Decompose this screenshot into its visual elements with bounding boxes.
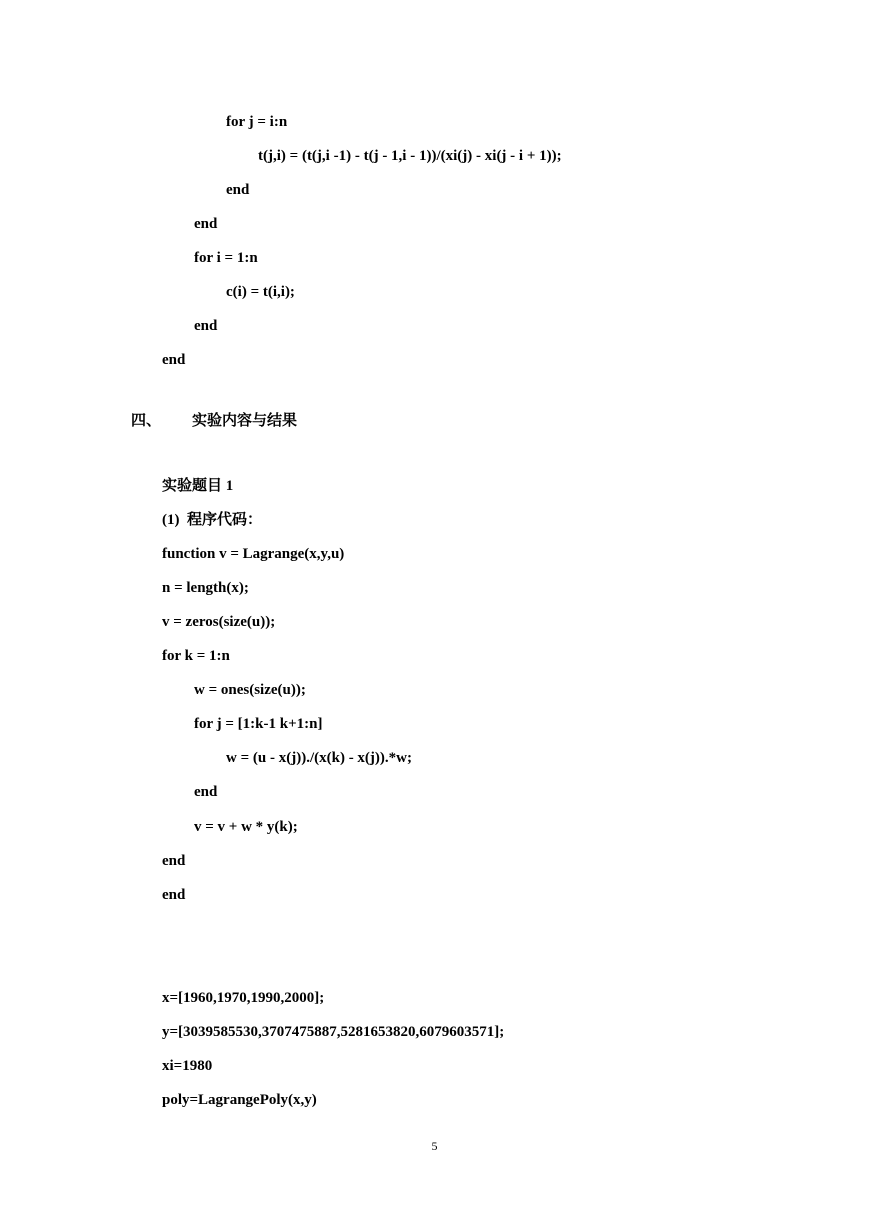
code-line: for i = 1:n — [194, 250, 258, 266]
code-line: function v = Lagrange(x,y,u) — [162, 546, 345, 562]
code-line: t(j,i) = (t(j,i -1) - t(j - 1,i - 1))/(xi(j) - xi(j - i + 1)); — [258, 148, 562, 164]
code-line: v = v + w * y(k); — [194, 819, 298, 835]
code-line: end — [194, 784, 218, 800]
code-line: c(i) = t(i,i); — [226, 284, 295, 300]
code-line: for j = i:n — [226, 114, 288, 130]
section-number: 四、 — [131, 413, 162, 429]
code-line: n = length(x); — [162, 580, 249, 596]
code-label: (1) 程序代码： — [162, 512, 262, 528]
code-line: for j = [1:k-1 k+1:n] — [194, 716, 323, 732]
code-line: poly=LagrangePoly(x,y) — [162, 1092, 317, 1108]
code-line: end — [162, 887, 186, 903]
section-title: 实验内容与结果 — [192, 413, 298, 429]
experiment-title: 实验题目 1 — [162, 478, 234, 494]
code-line: end — [194, 216, 218, 232]
code-line: y=[3039585530,3707475887,5281653820,6079603571]; — [162, 1024, 505, 1040]
code-line: end — [194, 318, 218, 334]
code-line: end — [226, 182, 250, 198]
page-number: 5 — [431, 1139, 438, 1153]
code-line: x=[1960,1970,1990,2000]; — [162, 990, 325, 1006]
code-line: w = (u - x(j))./(x(k) - x(j)).*w; — [226, 750, 412, 766]
code-line: for k = 1:n — [162, 648, 230, 664]
code-line: v = zeros(size(u)); — [162, 614, 276, 630]
code-line: end — [162, 853, 186, 869]
code-line: xi=1980 — [162, 1058, 213, 1074]
code-line: end — [162, 352, 186, 368]
code-line: w = ones(size(u)); — [194, 682, 306, 698]
